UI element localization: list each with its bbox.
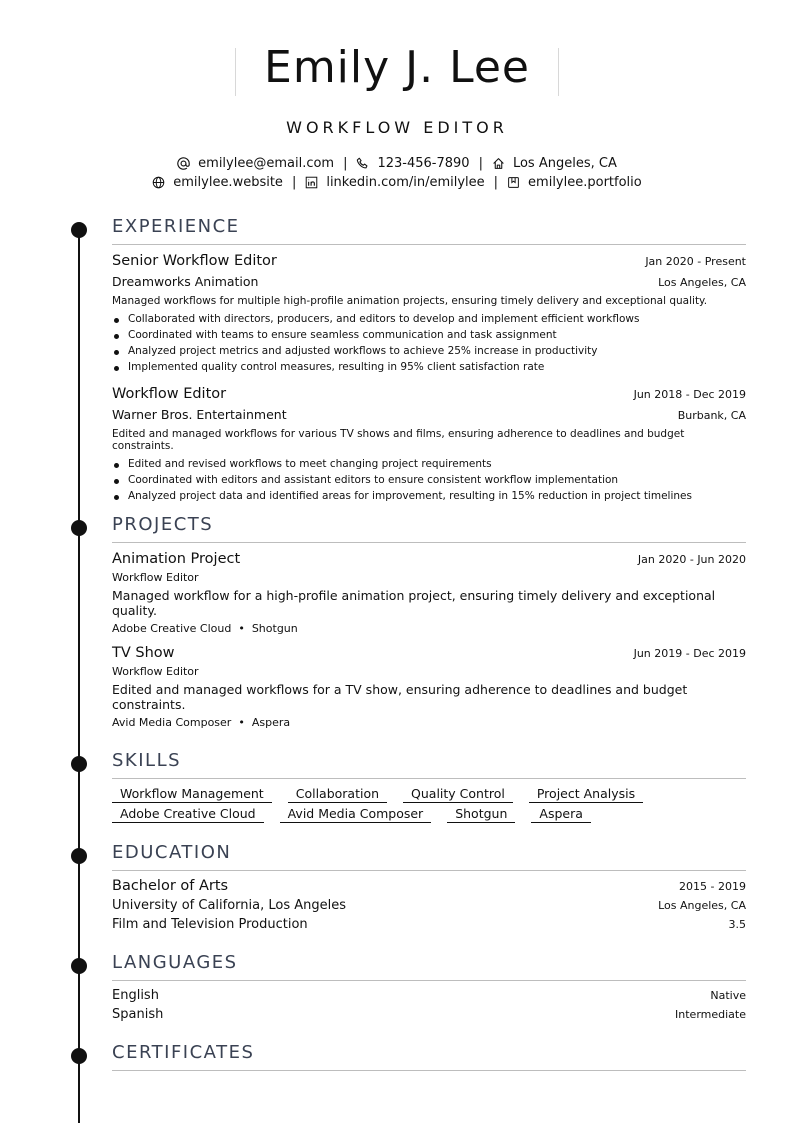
email-link[interactable]: emilylee@email.com — [198, 156, 335, 171]
list-item: Analyzed project data and identified areas for improvement, resulting in 15% reduction in project timelines — [112, 488, 746, 504]
list-item: Analyzed project metrics and adjusted workflows to achieve 25% increase in productivity — [112, 343, 746, 359]
portfolio-link[interactable]: emilylee.portfolio — [528, 175, 642, 190]
contact-separator: | — [291, 175, 297, 190]
name-block — [235, 40, 559, 96]
job-title: WORKFLOW EDITOR — [286, 118, 508, 137]
list-item: Collaborated with directors, producers, and editors to develop and implement efficient workflows — [112, 311, 746, 327]
languages-section — [112, 952, 746, 1024]
phone-icon — [356, 157, 369, 170]
language-level: Intermediate — [675, 1008, 746, 1021]
language-name: Spanish — [112, 1007, 164, 1022]
job-summary: Edited and managed workflows for various TV shows and films, ensuring adherence to deadlines and budget constraints. — [112, 428, 685, 452]
section-divider — [112, 244, 746, 245]
section-title: CERTIFICATES — [112, 1042, 255, 1063]
list-item: Coordinated with teams to ensure seamless communication and task assignment — [112, 327, 746, 343]
resume-header — [0, 40, 794, 192]
job-summary: Managed workflows for multiple high-profile animation projects, ensuring timely delivery and exceptional quality. — [112, 295, 708, 307]
project-name: Animation Project — [112, 551, 241, 567]
project-role: Workflow Editor — [112, 571, 199, 584]
at-icon — [177, 157, 190, 170]
contact-row-2 — [0, 173, 794, 192]
project-dates: Jan 2020 - Jun 2020 — [637, 553, 746, 566]
linkedin-icon — [305, 176, 318, 189]
certificates-section — [112, 1042, 746, 1071]
field-of-study: Film and Television Production — [112, 917, 308, 932]
skill-tag: Quality Control — [403, 786, 513, 803]
project-role: Workflow Editor — [112, 665, 199, 678]
projects-section — [112, 514, 746, 731]
timeline-line — [78, 224, 80, 1123]
timeline-dot-languages — [71, 958, 87, 974]
job-dates: Jun 2018 - Dec 2019 — [633, 388, 746, 401]
language-row — [112, 1005, 746, 1024]
job-bullets — [112, 311, 746, 375]
gpa: 3.5 — [728, 918, 746, 931]
education-dates: 2015 - 2019 — [679, 880, 746, 893]
project-entry — [112, 549, 746, 637]
project-tools — [112, 621, 746, 637]
project-dates: Jun 2019 - Dec 2019 — [633, 647, 746, 660]
project-entry — [112, 643, 746, 731]
skill-tag: Adobe Creative Cloud — [112, 806, 264, 823]
section-title: EDUCATION — [112, 842, 232, 863]
section-divider — [112, 1070, 746, 1071]
company-name: Warner Bros. Entertainment — [112, 407, 287, 422]
contact-separator: | — [493, 175, 499, 190]
phone-number[interactable]: 123-456-7890 — [377, 156, 470, 171]
language-row — [112, 986, 746, 1005]
experience-entry — [112, 251, 746, 375]
section-title: PROJECTS — [112, 514, 214, 535]
skill-tag: Aspera — [531, 806, 591, 823]
contact-info — [0, 154, 794, 192]
language-level: Native — [710, 989, 746, 1002]
job-role: Workflow Editor — [112, 386, 227, 402]
project-name: TV Show — [112, 645, 175, 661]
job-dates: Jan 2020 - Present — [645, 255, 746, 268]
education-section — [112, 842, 746, 934]
portfolio-icon — [507, 176, 520, 189]
tool-item: Shotgun — [251, 622, 298, 635]
section-divider — [112, 542, 746, 543]
skill-tag: Collaboration — [288, 786, 387, 803]
timeline-dot-certificates — [71, 1048, 87, 1064]
education-entry — [112, 876, 746, 934]
job-role: Senior Workflow Editor — [112, 253, 277, 269]
timeline-dot-skills — [71, 756, 87, 772]
project-description: Managed workflow for a high-profile animation project, ensuring timely delivery and exceptional quality. — [112, 588, 716, 618]
skills-list — [112, 786, 672, 823]
skills-section — [112, 750, 746, 823]
list-item: Implemented quality control measures, resulting in 95% client satisfaction rate — [112, 359, 746, 375]
linkedin-link[interactable]: linkedin.com/in/emilylee — [326, 175, 485, 190]
language-name: English — [112, 988, 159, 1003]
section-divider — [112, 980, 746, 981]
timeline-dot-experience — [71, 222, 87, 238]
contact-row-1 — [0, 154, 794, 173]
contact-separator: | — [343, 156, 348, 171]
section-title: EXPERIENCE — [112, 216, 240, 237]
tool-separator: • — [238, 622, 245, 635]
tool-separator: • — [238, 716, 245, 729]
job-location: Burbank, CA — [677, 409, 746, 422]
school-location: Los Angeles, CA — [658, 899, 746, 912]
experience-section — [112, 216, 746, 504]
location-text: Los Angeles, CA — [512, 156, 617, 171]
timeline-dot-education — [71, 848, 87, 864]
website-link[interactable]: emilylee.website — [173, 175, 283, 190]
contact-separator: | — [478, 156, 483, 171]
school-name: University of California, Los Angeles — [112, 898, 347, 913]
company-name: Dreamworks Animation — [112, 274, 259, 289]
section-title: LANGUAGES — [112, 952, 238, 973]
tool-item: Adobe Creative Cloud — [112, 622, 232, 635]
degree: Bachelor of Arts — [112, 878, 229, 894]
tool-item: Avid Media Composer — [112, 716, 232, 729]
languages-list — [112, 986, 746, 1024]
globe-icon — [152, 176, 165, 189]
section-title: SKILLS — [112, 750, 182, 771]
tool-item: Aspera — [251, 716, 291, 729]
skill-tag: Project Analysis — [529, 786, 643, 803]
project-description: Edited and managed workflows for a TV show, ensuring adherence to deadlines and budget constraints. — [112, 682, 688, 712]
home-icon — [492, 157, 505, 170]
list-item: Edited and revised workflows to meet changing project requirements — [112, 456, 746, 472]
section-divider — [112, 778, 746, 779]
candidate-name: Emily J. Lee — [264, 42, 530, 93]
skill-tag: Workflow Management — [112, 786, 272, 803]
name-divider-right — [558, 48, 559, 96]
job-location: Los Angeles, CA — [658, 276, 746, 289]
name-divider-left — [235, 48, 236, 96]
skill-tag: Shotgun — [447, 806, 515, 823]
experience-entry — [112, 384, 746, 504]
list-item: Coordinated with editors and assistant editors to ensure consistent workflow implementation — [112, 472, 746, 488]
section-divider — [112, 870, 746, 871]
skill-tag: Avid Media Composer — [280, 806, 432, 823]
timeline-dot-projects — [71, 520, 87, 536]
job-bullets — [112, 456, 746, 504]
project-tools — [112, 715, 746, 731]
